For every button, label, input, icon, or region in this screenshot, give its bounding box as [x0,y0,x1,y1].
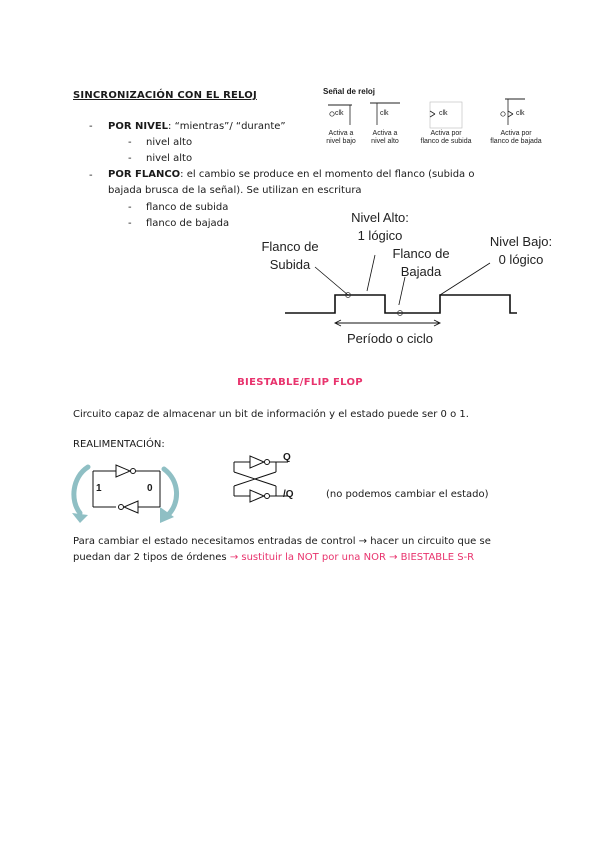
caption-nivel-bajo: Activa a nivel bajo [326,130,356,145]
paragraph-2-text: puedan dar 2 tipos de órdenes [73,552,230,563]
clk-label-3: clk [439,110,448,117]
clk-label-4: clk [516,110,525,117]
loop-value-1: 1 [96,483,102,494]
por-flanco-label: POR FLANCO [108,169,181,180]
clk-label-2: clk [380,110,389,117]
sub-bullet-dash: - [128,137,132,148]
bullet-dash: - [89,170,93,181]
realimentacion-label: REALIMENTACIÓN: [73,439,165,450]
por-nivel-text: : “mientras”/ “durante” [168,121,286,132]
flanco-item-2: flanco de bajada [146,218,230,229]
q-output-label: Q [283,452,291,463]
label-nivel-alto: Nivel Alto: 1 lógico [351,210,409,243]
clock-signal-figure [320,85,550,150]
label-flanco-bajada: Flanco de Bajada [392,246,450,279]
label-flanco-subida: Flanco de Subida [261,239,319,272]
clock-figure-title: Señal de reloj [323,87,376,96]
flanco-item-1: flanco de subida [146,202,229,213]
clk-label-1: clk [335,110,344,117]
bullet-por-nivel [108,119,286,135]
nivel-item-1: nivel alto [146,137,193,148]
section-title-sync: SINCRONIZACIÓN CON EL RELOJ [73,90,257,101]
sub-bullet-dash: - [128,218,132,229]
nivel-item-2: nivel alto [146,153,193,164]
control-inputs-paragraph-1: Para cambiar el estado necesitamos entradas de control → hacer un circuito que se [73,536,491,547]
section-title-biestable: BIESTABLE/FLIP FLOP [237,377,363,388]
caption-flanco-subida: Activa por flanco de subida [420,130,472,145]
sub-bullet-dash: - [128,153,132,164]
por-flanco-text: : el cambio se produce en el momento del flanco (subida o [180,169,475,180]
feedback-loop-diagram [68,455,186,527]
caption-nivel-alto: Activa a nivel alto [371,130,399,145]
label-nivel-bajo: Nivel Bajo: 0 lógico [489,234,553,267]
no-change-note: (no podemos cambiar el estado) [326,489,489,500]
sub-bullet-dash: - [128,202,132,213]
por-nivel-label: POR NIVEL [108,121,169,132]
bullet-por-flanco [108,167,474,183]
nq-output-label: /Q [283,489,294,500]
por-flanco-text-2: bajada brusca de la señal). Se utilizan en escritura [108,185,362,196]
caption-flanco-bajada: Activa por flanco de bajada [490,130,542,145]
label-periodo: Período o ciclo [347,331,433,346]
biestable-description: Circuito capaz de almacenar un bit de información y el estado puede ser 0 o 1. [73,409,469,420]
bullet-dash: - [89,121,93,132]
paragraph-2-highlight: → sustituir la NOT por una NOR → BIESTABLE S-R [229,552,475,563]
control-inputs-paragraph-2 [73,550,474,566]
loop-value-0: 0 [147,483,153,494]
